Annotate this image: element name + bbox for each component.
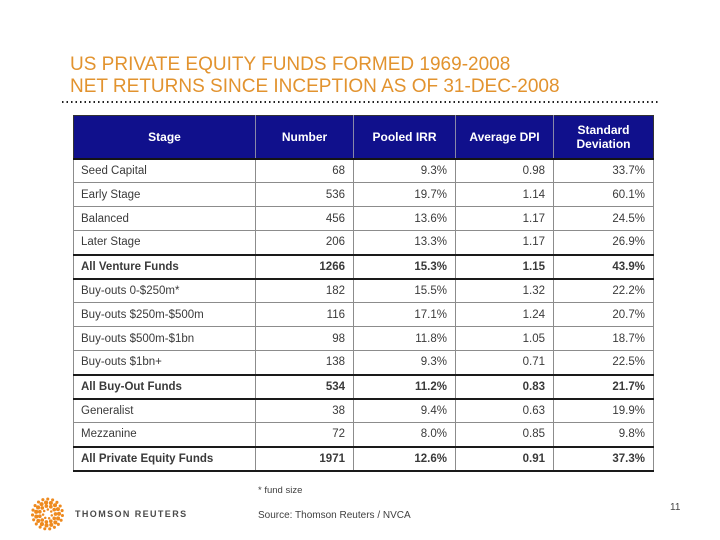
table-row xyxy=(74,423,654,447)
table-row xyxy=(74,255,654,279)
cell-number: 1971 xyxy=(256,447,354,471)
cell-std_dev: 9.8% xyxy=(554,423,654,447)
cell-std_dev: 60.1% xyxy=(554,183,654,207)
cell-std_dev: 20.7% xyxy=(554,303,654,327)
table-row xyxy=(74,303,654,327)
cell-pooled_irr: 8.0% xyxy=(354,423,456,447)
cell-average_dpi: 1.14 xyxy=(456,183,554,207)
column-header: Stage xyxy=(74,116,256,159)
cell-stage: Mezzanine xyxy=(74,423,256,447)
page-number: 11 xyxy=(670,502,681,513)
cell-stage: Buy-outs 0-$250m* xyxy=(74,279,256,303)
cell-average_dpi: 1.32 xyxy=(456,279,554,303)
cell-pooled_irr: 15.3% xyxy=(354,255,456,279)
cell-number: 456 xyxy=(256,207,354,231)
title-line-2: NET RETURNS SINCE INCEPTION AS OF 31-DEC-2008 xyxy=(70,76,560,97)
cell-number: 534 xyxy=(256,375,354,399)
cell-pooled_irr: 13.3% xyxy=(354,231,456,255)
source-credit: Source: Thomson Reuters / NVCA xyxy=(258,510,411,521)
table-row xyxy=(74,207,654,231)
cell-average_dpi: 0.85 xyxy=(456,423,554,447)
cell-stage: Buy-outs $250m-$500m xyxy=(74,303,256,327)
cell-stage: All Venture Funds xyxy=(74,255,256,279)
cell-pooled_irr: 17.1% xyxy=(354,303,456,327)
cell-average_dpi: 1.17 xyxy=(456,231,554,255)
cell-number: 116 xyxy=(256,303,354,327)
returns-table xyxy=(73,115,654,472)
cell-std_dev: 26.9% xyxy=(554,231,654,255)
cell-stage: Later Stage xyxy=(74,231,256,255)
column-header: Number xyxy=(256,116,354,159)
cell-pooled_irr: 9.3% xyxy=(354,351,456,375)
cell-std_dev: 37.3% xyxy=(554,447,654,471)
cell-average_dpi: 0.98 xyxy=(456,159,554,183)
thomson-reuters-sphere-icon xyxy=(30,496,66,532)
cell-average_dpi: 0.83 xyxy=(456,375,554,399)
column-header: Average DPI xyxy=(456,116,554,159)
table-row xyxy=(74,183,654,207)
cell-pooled_irr: 12.6% xyxy=(354,447,456,471)
cell-number: 72 xyxy=(256,423,354,447)
column-header: Standard Deviation xyxy=(554,116,654,159)
cell-pooled_irr: 15.5% xyxy=(354,279,456,303)
cell-average_dpi: 1.15 xyxy=(456,255,554,279)
cell-stage: Generalist xyxy=(74,399,256,423)
table-row xyxy=(74,399,654,423)
cell-std_dev: 18.7% xyxy=(554,327,654,351)
logo-dots-svg xyxy=(30,496,66,532)
cell-average_dpi: 0.71 xyxy=(456,351,554,375)
cell-number: 68 xyxy=(256,159,354,183)
cell-pooled_irr: 11.2% xyxy=(354,375,456,399)
table-head xyxy=(74,116,654,159)
table-body xyxy=(74,159,654,471)
cell-number: 138 xyxy=(256,351,354,375)
table-row xyxy=(74,279,654,303)
cell-stage: Buy-outs $500m-$1bn xyxy=(74,327,256,351)
cell-stage: All Buy-Out Funds xyxy=(74,375,256,399)
cell-average_dpi: 1.17 xyxy=(456,207,554,231)
cell-pooled_irr: 11.8% xyxy=(354,327,456,351)
cell-std_dev: 22.2% xyxy=(554,279,654,303)
cell-stage: Seed Capital xyxy=(74,159,256,183)
cell-pooled_irr: 9.4% xyxy=(354,399,456,423)
cell-number: 38 xyxy=(256,399,354,423)
dotted-divider xyxy=(62,101,658,103)
cell-number: 536 xyxy=(256,183,354,207)
title-line-1: US PRIVATE EQUITY FUNDS FORMED 1969-2008 xyxy=(70,54,511,75)
cell-stage: Early Stage xyxy=(74,183,256,207)
page-title xyxy=(70,54,560,98)
column-header: Pooled IRR xyxy=(354,116,456,159)
table-row xyxy=(74,351,654,375)
thomson-reuters-logo xyxy=(30,496,188,532)
cell-average_dpi: 0.91 xyxy=(456,447,554,471)
cell-stage: Buy-outs $1bn+ xyxy=(74,351,256,375)
cell-average_dpi: 1.24 xyxy=(456,303,554,327)
cell-number: 98 xyxy=(256,327,354,351)
cell-std_dev: 19.9% xyxy=(554,399,654,423)
cell-std_dev: 24.5% xyxy=(554,207,654,231)
cell-stage: All Private Equity Funds xyxy=(74,447,256,471)
cell-std_dev: 22.5% xyxy=(554,351,654,375)
cell-pooled_irr: 13.6% xyxy=(354,207,456,231)
cell-pooled_irr: 19.7% xyxy=(354,183,456,207)
cell-std_dev: 21.7% xyxy=(554,375,654,399)
table-row xyxy=(74,159,654,183)
cell-std_dev: 43.9% xyxy=(554,255,654,279)
table-row xyxy=(74,327,654,351)
logo-wordmark: THOMSON REUTERS xyxy=(75,509,188,519)
table-row xyxy=(74,231,654,255)
cell-average_dpi: 0.63 xyxy=(456,399,554,423)
cell-pooled_irr: 9.3% xyxy=(354,159,456,183)
cell-average_dpi: 1.05 xyxy=(456,327,554,351)
table-row xyxy=(74,375,654,399)
cell-number: 1266 xyxy=(256,255,354,279)
cell-number: 206 xyxy=(256,231,354,255)
cell-stage: Balanced xyxy=(74,207,256,231)
table-row xyxy=(74,447,654,471)
cell-number: 182 xyxy=(256,279,354,303)
footnote: * fund size xyxy=(258,485,303,496)
table-header-row xyxy=(74,116,654,159)
cell-std_dev: 33.7% xyxy=(554,159,654,183)
